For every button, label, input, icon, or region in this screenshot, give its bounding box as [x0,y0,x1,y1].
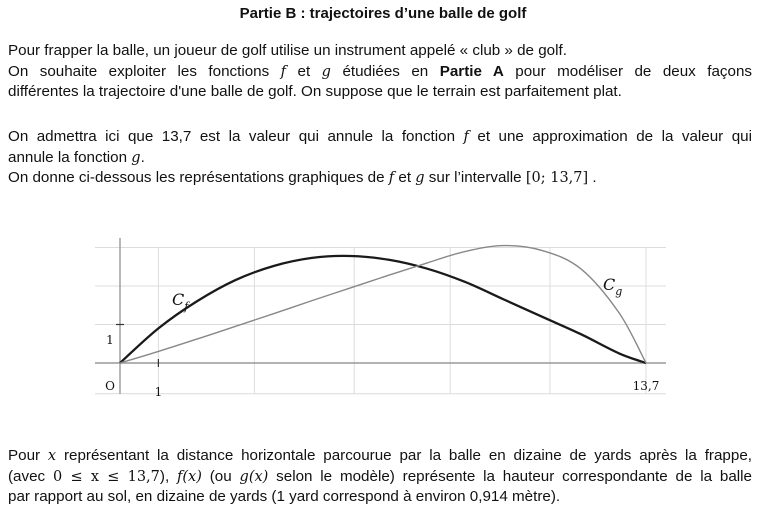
curve-label-subscript: f [184,300,189,313]
math-condition: 0 ≤ x ≤ 13,7 [52,468,160,485]
text-span: On donne ci-dessous les représentations graphiques de [8,169,389,186]
curve-label-subscript: g [615,285,623,298]
text-span: et [286,62,322,80]
intro-line-1: Pour frapper la balle, un joueur de golf utilise un instrument appelé « club » de golf. [8,42,567,59]
text-span: représentant la distance horizontale parcourue par la balle en dizaine de yards après la frappe, [56,447,752,464]
x-tick-label-13-7: 13,7 [632,379,660,393]
text-span: . [588,169,597,186]
text-span: et une approximation de la valeur qui [468,128,752,145]
text-span: selon le modèle) représente la hauteur correspondante de la balle [268,467,753,485]
text-span: étudiées en [330,62,440,80]
curve-label-cg: $C_g$ [603,275,623,298]
text-span: et [394,169,416,186]
text-span: Pour [8,447,48,464]
math-f: f [463,129,469,145]
math-f: f [388,170,395,186]
text-span: pour modéliser de deux façons [503,62,752,80]
section-title: Partie B : trajectoires d’une balle de golf [239,5,527,22]
math-g: g [415,170,425,186]
text-span: sur l’intervalle [424,169,526,186]
curve-cg [120,246,646,363]
intro-line-3: différentes la trajectoire d'une balle de golf. On suppose que le terrain est parfaitement plat. [8,83,622,100]
explanation-line-2 [8,467,752,488]
math-fx: f(x) [177,468,202,485]
explanation-paragraph [8,446,752,508]
interval-math: [0; 13,7] [525,170,589,186]
math-g: g [131,149,141,166]
x-tick-label-1: 1 [154,385,163,399]
text-span: On souhaite exploiter les fonctions [8,62,281,80]
math-x: x [47,448,57,464]
explanation-line-1 [8,446,752,467]
curve-cf [120,256,646,363]
curve-label-cf: $C_f$ [172,290,189,313]
y-tick-label-1: 1 [106,333,114,347]
explanation-line-3: par rapport au sol, en dizaine de yards (1 yard correspond à environ 0,914 mètre). [8,488,561,505]
text-span: (ou [201,467,240,485]
text-span: annule la fonction [8,148,132,166]
text-span: (avec [8,467,53,485]
partie-a-label: Partie A [439,62,504,80]
origin-label: O [105,379,115,393]
math-g: g [321,63,331,80]
text-span: . [140,148,145,166]
text-span: On admettra ici que 13,7 est la valeur qui annule la fonction [8,128,464,145]
text-span: ), [159,467,178,485]
math-gx: g(x) [239,468,269,485]
math-f: f [280,63,287,80]
